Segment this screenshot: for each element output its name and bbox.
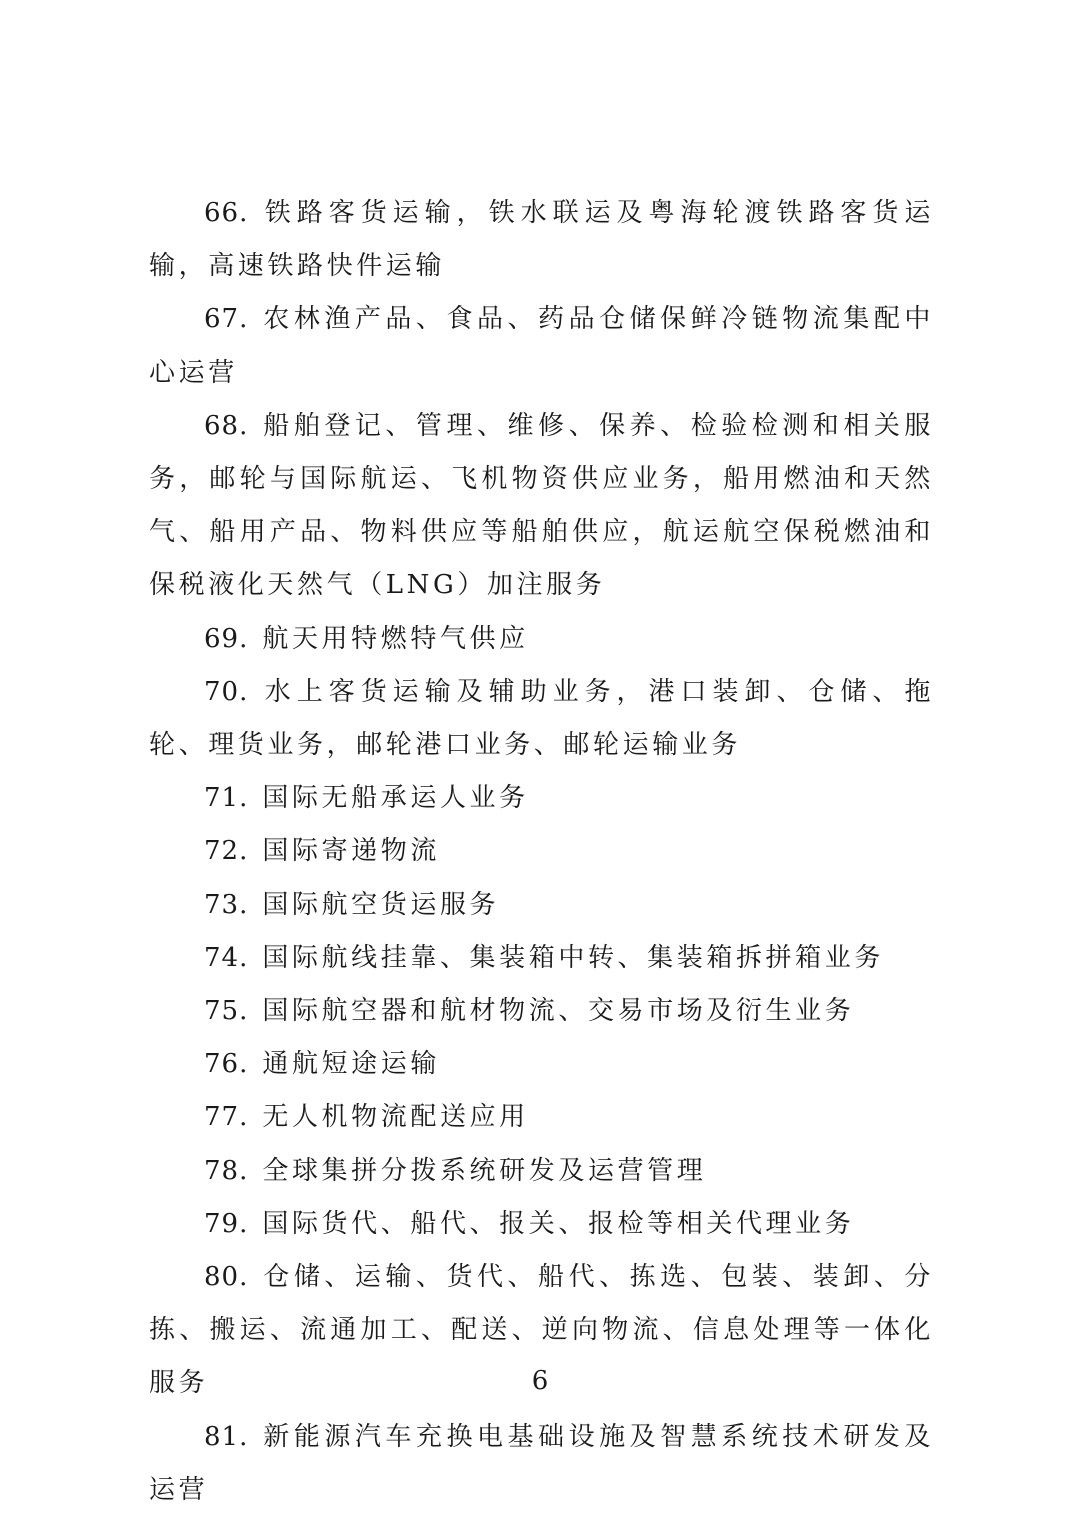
list-item — [149, 772, 934, 825]
item-number: 69. — [204, 623, 249, 654]
item-text: 国际航空货运服务 — [262, 889, 500, 920]
item-text: 全球集拼分拨系统研发及运营管理 — [262, 1155, 707, 1186]
list-item — [149, 1145, 934, 1198]
item-number: 81. — [204, 1421, 249, 1452]
list-item — [149, 985, 934, 1038]
list-item — [149, 825, 934, 878]
list-item — [149, 187, 934, 293]
list-item — [149, 1198, 934, 1251]
item-text: 水上客货运输及辅助业务，港口装卸、仓储、拖轮、理货业务，邮轮港口业务、邮轮运输业务 — [149, 676, 934, 761]
item-number: 78. — [204, 1155, 249, 1186]
list-item — [149, 879, 934, 932]
item-number: 76. — [204, 1049, 249, 1080]
list-item — [149, 613, 934, 666]
item-number: 75. — [204, 996, 249, 1027]
list-item — [149, 1091, 934, 1144]
item-number: 72. — [204, 836, 249, 867]
page-number: 6 — [531, 1366, 549, 1396]
item-text: 航天用特燃特气供应 — [262, 623, 529, 654]
list-item — [149, 666, 934, 772]
item-text: 国际航空器和航材物流、交易市场及衍生业务 — [262, 996, 855, 1027]
item-number: 70. — [204, 676, 249, 707]
item-text: 国际寄递物流 — [262, 836, 440, 867]
item-text: 国际货代、船代、报关、报检等相关代理业务 — [262, 1208, 855, 1239]
list-item — [149, 400, 934, 613]
item-number: 71. — [204, 783, 249, 814]
item-text: 通航短途运输 — [262, 1049, 440, 1080]
list-item — [149, 932, 934, 985]
item-number: 74. — [204, 942, 249, 973]
item-text: 无人机物流配送应用 — [262, 1102, 529, 1133]
item-text: 农林渔产品、食品、药品仓储保鲜冷链物流集配中心运营 — [149, 304, 934, 388]
item-number: 67. — [204, 304, 249, 335]
item-text: 新能源汽车充换电基础设施及智慧系统技术研发及运营 — [149, 1421, 934, 1505]
list-item — [149, 293, 934, 399]
item-number: 66. — [204, 198, 249, 228]
item-number: 68. — [204, 410, 249, 441]
list-item — [149, 1038, 934, 1091]
list-item — [149, 1411, 934, 1517]
item-list — [149, 187, 934, 1517]
item-text: 铁路客货运输，铁水联运及粤海轮渡铁路客货运输，高速铁路快件运输 — [149, 198, 934, 282]
item-text: 船舶登记、管理、维修、保养、检验检测和相关服务，邮轮与国际航运、飞机物资供应业务，船用燃油和天然气、船用产品、物料供应等船舶供应，航运航空保税燃油和保税液化天然气（LNG）加注服务 — [149, 410, 934, 601]
item-number: 77. — [204, 1102, 249, 1133]
item-number: 80. — [204, 1262, 249, 1293]
item-number: 79. — [204, 1208, 249, 1239]
item-text: 国际无船承运人业务 — [262, 783, 529, 814]
item-text: 仓储、运输、货代、船代、拣选、包装、装卸、分拣、搬运、流通加工、配送、逆向物流、信息处理等一体化服务 — [149, 1262, 934, 1399]
item-number: 73. — [204, 889, 249, 920]
item-text: 国际航线挂靠、集装箱中转、集装箱拆拼箱业务 — [262, 942, 884, 973]
